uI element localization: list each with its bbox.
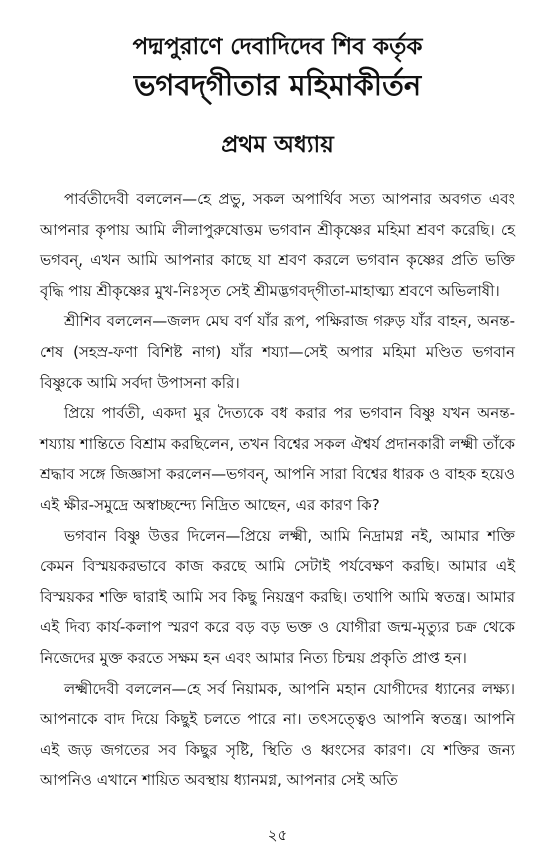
paragraph-vishnu-answer: ভগবান বিষ্ণু উত্তর দিলেন—প্রিয়ে লক্ষ্মী, আমি নিদ্রামগ্ন নই, আমার শক্তি কেমন বিস্ময়করভাবে কাজ করছে আমি সেটাই পর্যবেক্ষণ করছি। আমার এই বিস্ময়কর শক্তি দ্বারাই আমি সব কিছু নিয়ন্ত্রণ করছি। তথাপি আমি স্বতন্ত্র। আমার এই দিব্য কার্য-কলাপ স্মরণ করে বড় বড় ভক্ত ও যোগীরা জন্ম-মৃত্যুর চক্র থেকে নিজেদের মুক্ত করতে সক্ষম হন এবং আমার নিত্য চিন্ময় প্রকৃতি প্রাপ্ত হন। (40, 526, 515, 667)
paragraph-shiva-reply: শ্রীশিব বললেন—জলদ মেঘ বর্ণ যাঁর রূপ, পক্ষিরাজ গরুড় যাঁর বাহন, অনন্ত-শেষ (সহস্র-ফণা বিশিষ্ট নাগ) যাঁর শয্যা—সেই অপার মহিমা মণ্ডিত ভগবান বিষ্ণুকে আমি সর্বদা উপাসনা করি। (40, 312, 515, 392)
page-title-line-1: পদ্মপুরাণে দেবাদিদেব শিব কর্তৃক (132, 34, 423, 60)
page-title-line-2: ভগবদ্‌গীতার মহিমাকীর্তন (133, 68, 422, 102)
paragraph-lakshmi-reply: লক্ষ্মীদেবী বললেন—হে সর্ব নিয়ামক, আপনি মহান যোগীদের ধ্যানের লক্ষ্য। আপনাকে বাদ দিয়ে কিছুই চলতে পারে না। তৎসত্ত্বেও আপনি স্বতন্ত্র। আপনি এই জড় জগতের সব কিছুর সৃষ্টি, স্থিতি ও ধ্বংসের কারণ। যে শক্তির জন্য আপনিও এখানে শায়িত অবস্থায় ধ্যানমগ্ন, আপনার সেই অতি (40, 679, 515, 790)
chapter-heading: প্রথম অধ্যায় (221, 132, 334, 158)
body-text (40, 184, 515, 796)
page-number: ২৫ (267, 826, 288, 844)
paragraph-parvati-question: পার্বতীদেবী বললেন—হে প্রভু, সকল অপার্থিব সত্য আপনার অবগত এবং আপনার কৃপায় আমি লীলাপুরুষোত্তম ভগবান শ্রীকৃষ্ণের মহিমা শ্রবণ করেছি। হে ভগবন্‌, এখন আমি আপনার কাছে যা শ্রবণ করলে ভগবান কৃষ্ণের প্রতি ভক্তি বৃদ্ধি পায় শ্রীকৃষ্ণের মুখ-নিঃসৃত সেই শ্রীমদ্ভগবদ্‌গীতা-মাহাত্ম্য শ্রবণে অভিলাষী। (40, 190, 515, 300)
paragraph-lakshmi-question: প্রিয়ে পার্বতী, একদা মুর দৈত্যকে বধ করার পর ভগবান বিষ্ণু যখন অনন্ত-শয্যায় শান্তিতে বিশ্রাম করছিলেন, তখন বিশ্বের সকল ঐশ্বর্য প্রদানকারী লক্ষ্মী তাঁকে শ্রদ্ধাব সঙ্গে জিজ্ঞাসা করলেন—ভগবন্‌, আপনি সারা বিশ্বের ধারক ও বাহক হয়েও এই ক্ষীর-সমুদ্রে অস্বাচ্ছন্দ্যে নিদ্রিত আছেন, এর কারণ কি? (40, 404, 515, 514)
